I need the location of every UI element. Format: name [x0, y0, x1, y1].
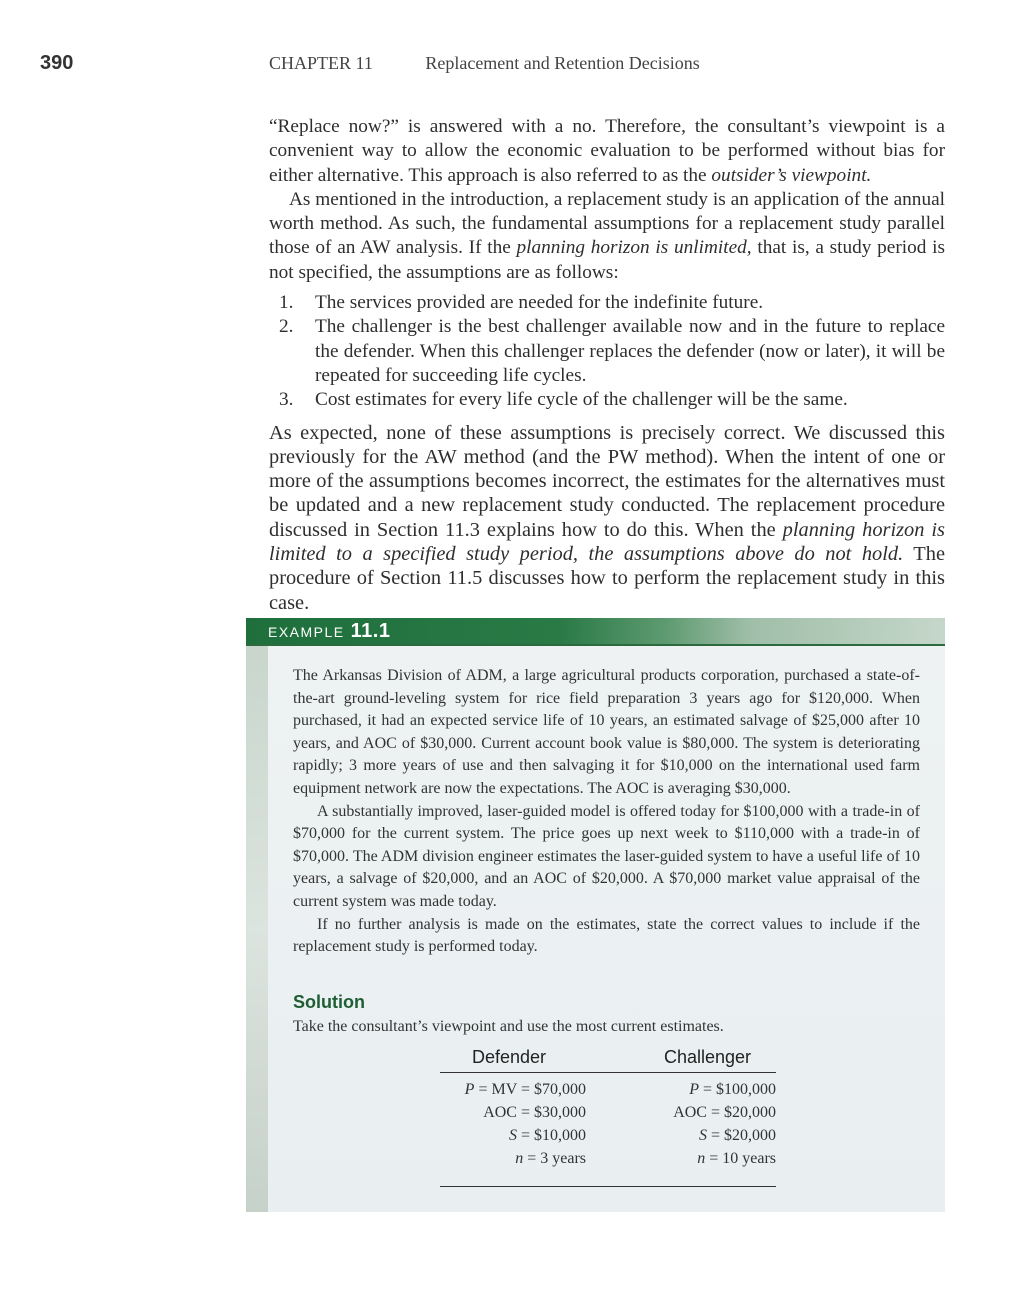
running-header [269, 53, 700, 74]
defender-value: AOC = $30,000 [483, 1104, 586, 1121]
table-bottom-rule [440, 1186, 776, 1187]
list-item-text: Cost estimates for every life cycle of the challenger will be the same. [315, 389, 848, 411]
challenger-cell [697, 1150, 776, 1168]
example-problem [293, 665, 920, 959]
intro-paragraph-1 [269, 115, 945, 188]
challenger-cell [673, 1104, 776, 1122]
solution-text: Take the consultant’s viewpoint and use the most current estimates. [293, 1018, 724, 1035]
defender-value: = 3 years [523, 1150, 586, 1167]
example-sidebar-decoration [246, 646, 268, 1212]
challenger-value: = 10 years [705, 1150, 776, 1167]
intro-p2-text-a: As mentioned in the introduction, a replacement study is an application of the annual worth method. As such, the fundamental assumptions for a replacement study parallel those of an AW analysis. If the [269, 188, 945, 259]
intro-p2-text-b: that is, a study period is not specified, the assumptions are as follows: [269, 237, 945, 283]
intro-p1-emphasis: outsider’s viewpoint. [711, 164, 872, 186]
list-item-number: 3. [279, 389, 294, 411]
intro-p2-emphasis: planning horizon is unlimited, [516, 237, 752, 259]
defender-cell [509, 1127, 586, 1145]
example-paragraph-3: If no further analysis is made on the estimates, state the correct values to include if the replacement study is performed today. [293, 915, 920, 956]
closing-text-b: The procedure of Section 11.5 discusses how to perform the replacement study in this case. [269, 543, 945, 614]
chapter-title: Replacement and Retention Decisions [425, 53, 700, 73]
defender-value: = $10,000 [516, 1127, 586, 1144]
defender-variable: n [515, 1150, 524, 1167]
defender-variable: P [464, 1081, 475, 1098]
defender-header: Defender [472, 1047, 547, 1067]
body-text [269, 115, 945, 615]
challenger-cell [699, 1127, 776, 1145]
closing-emphasis: planning horizon is limited to a specified study period, the assumptions above do not hold. [269, 518, 945, 566]
challenger-variable: n [697, 1150, 706, 1167]
list-item [269, 388, 945, 412]
challenger-value: = $20,000 [706, 1127, 776, 1144]
challenger-header: Challenger [664, 1047, 752, 1067]
table-row [440, 1150, 776, 1173]
example-box [246, 618, 945, 1212]
intro-paragraph-2 [269, 188, 945, 285]
list-item-number: 1. [279, 292, 294, 314]
list-item-number: 2. [279, 316, 294, 338]
table-row [440, 1081, 776, 1104]
list-item-text: The services provided are needed for the indefinite future. [315, 292, 764, 314]
example-paragraph-1: The Arkansas Division of ADM, a large agricultural products corporation, purchased a state-of-the-art ground-leveling system for rice field preparation 3 years ago for $120,000. When purchased, it had an expected service life of 10 years, an estimated salvage of $25,000 after 10 years, and AOC of $30,000. Current account book value is $80,000. The system is deteriorating rapidly; 3 more years of use and then salvaging it for $10,000 on the international used farm equipment network are now the expectations. The AOC is averaging $30,000. [293, 667, 920, 797]
defender-variable: S [508, 1127, 517, 1144]
closing-paragraph [269, 421, 945, 615]
table-rows [440, 1073, 776, 1173]
defender-value: = MV = $70,000 [474, 1081, 586, 1098]
solution-heading: Solution [293, 992, 365, 1012]
defender-cell [515, 1150, 586, 1168]
list-item-text: The challenger is the best challenger available now and in the future to replace the defender. When this challenger replaces the defender (now or later), it will be repeated for succeeding life cycles. [315, 316, 945, 386]
intro-p1-text: “Replace now?” is answered with a no. Therefore, the consultant’s viewpoint is a convenient way to allow the economic evaluation to be performed without bias for either alternative. This approach is also referred to as the [269, 116, 945, 186]
assumptions-list [269, 291, 945, 412]
list-item [269, 315, 945, 388]
example-paragraph-2: A substantially improved, laser-guided model is offered today for $100,000 with a trade-in of $70,000 for the current system. The price goes up next week to $110,000 with a trade-in of $70,000. The ADM division engineer estimates the laser-guided system to have a useful life of 10 years, a salvage of $20,000, and an AOC of $20,000. A $70,000 market value appraisal of the current system was made today. [293, 802, 920, 910]
challenger-variable: S [698, 1127, 707, 1144]
chapter-label: CHAPTER 11 [269, 53, 373, 73]
list-item [269, 291, 945, 315]
page-number: 390 [40, 52, 74, 74]
challenger-cell [689, 1081, 776, 1099]
example-header-rule [246, 644, 945, 646]
challenger-value: AOC = $20,000 [673, 1104, 776, 1121]
example-label [268, 620, 390, 643]
defender-cell [465, 1081, 586, 1099]
table-header [440, 1046, 776, 1073]
comparison-table [440, 1046, 776, 1173]
example-label-text: EXAMPLE [268, 624, 345, 640]
challenger-variable: P [689, 1081, 699, 1098]
table-row [440, 1127, 776, 1150]
challenger-value: = $100,000 [698, 1081, 776, 1098]
example-number: 11.1 [350, 620, 391, 642]
defender-cell [483, 1104, 586, 1122]
closing-text-a: As expected, none of these assumptions is precisely correct. We discussed this previously for the AW method (and the PW method). When the intent of one or more of the assumptions becomes incorrect, the estimates for the alternatives must be updated and a new replacement study conducted. The replacement procedure discussed in Section 11.3 explains how to do this. When the [269, 421, 945, 541]
table-row [440, 1104, 776, 1127]
